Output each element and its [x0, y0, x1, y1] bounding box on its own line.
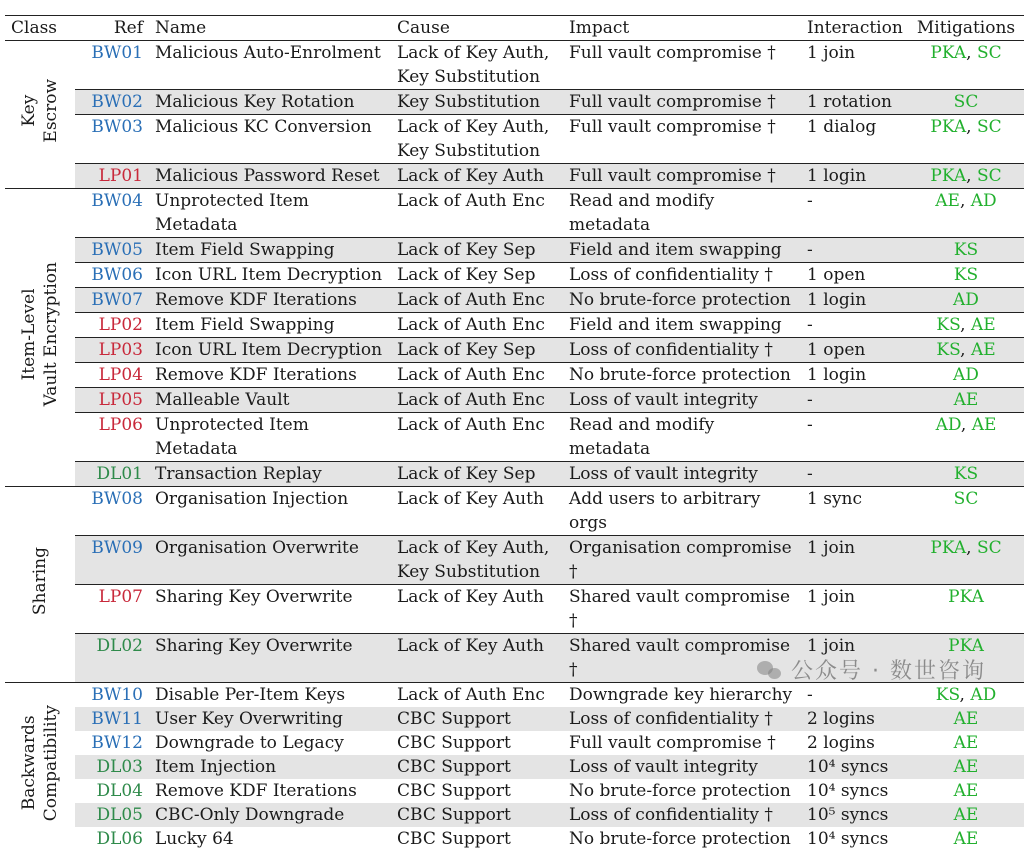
cause-cell: CBC Support	[391, 803, 563, 827]
impact-cell: Shared vault compromise †	[563, 585, 801, 634]
table-group	[5, 41, 1024, 189]
interaction-cell: 10⁴ syncs	[801, 827, 905, 851]
mitigation-tag: PKA	[930, 166, 966, 186]
mitigations-cell	[905, 634, 1024, 683]
cause-cell: CBC Support	[391, 779, 563, 803]
interaction-cell: 1 login	[801, 288, 905, 313]
ref-cell: LP05	[75, 388, 149, 413]
mitigation-tag: AE	[954, 757, 979, 777]
mitigation-tag: AD	[953, 365, 979, 385]
interaction-cell: -	[801, 388, 905, 413]
ref-cell: BW11	[75, 707, 149, 731]
interaction-cell: 2 logins	[801, 707, 905, 731]
ref-cell: BW05	[75, 238, 149, 263]
mitigation-tag: PKA	[930, 117, 966, 137]
name-cell: Transaction Replay	[149, 462, 391, 487]
impact-cell: Organisation compromise †	[563, 536, 801, 585]
interaction-cell: 1 join	[801, 634, 905, 683]
name-cell: Disable Per-Item Keys	[149, 683, 391, 708]
name-cell: Malicious Password Reset	[149, 164, 391, 189]
name-cell: User Key Overwriting	[149, 707, 391, 731]
cause-cell: Lack of Key Sep	[391, 263, 563, 288]
ref-cell: BW04	[75, 189, 149, 238]
mitigation-tag: AD	[936, 415, 961, 435]
mitigation-tag: SC	[977, 43, 1002, 63]
mitigation-tag: AE	[954, 709, 979, 729]
ref-cell: DL05	[75, 803, 149, 827]
class-label: Sharing	[29, 547, 51, 615]
impact-cell: Loss of confidentiality †	[563, 803, 801, 827]
cause-cell: Lack of Key Sep	[391, 338, 563, 363]
interaction-cell: 1 open	[801, 263, 905, 288]
name-cell: Remove KDF Iterations	[149, 288, 391, 313]
mitigations-cell: KS, AE	[905, 338, 1024, 363]
class-cell	[5, 189, 75, 487]
interaction-cell: 1 rotation	[801, 90, 905, 115]
impact-cell: Loss of confidentiality †	[563, 707, 801, 731]
mitigation-tag: KS	[936, 685, 960, 705]
interaction-cell: 10⁴ syncs	[801, 755, 905, 779]
impact-cell: Full vault compromise †	[563, 90, 801, 115]
interaction-cell: -	[801, 413, 905, 462]
interaction-cell: 1 join	[801, 41, 905, 90]
cause-cell: Lack of Auth Enc	[391, 189, 563, 238]
name-cell: Unprotected Item Metadata	[149, 189, 391, 238]
table-row	[5, 779, 1024, 803]
name-cell: Item Field Swapping	[149, 313, 391, 338]
interaction-cell: 1 join	[801, 536, 905, 585]
table-row	[5, 707, 1024, 731]
mitigation-tag: AD	[971, 191, 997, 211]
mitigations-cell	[905, 779, 1024, 803]
mitigations-cell	[905, 288, 1024, 313]
ref-cell: DL01	[75, 462, 149, 487]
ref-cell: BW06	[75, 263, 149, 288]
impact-cell: No brute-force protection	[563, 827, 801, 851]
mitigations-cell: PKA, SC	[905, 536, 1024, 585]
ref-cell: BW07	[75, 288, 149, 313]
interaction-cell: 10⁴ syncs	[801, 779, 905, 803]
watermark-account: 公众号 · 数世咨询	[791, 654, 986, 685]
ref-cell: LP01	[75, 164, 149, 189]
mitigations-cell: PKA, SC	[905, 41, 1024, 90]
table-row	[5, 313, 1024, 338]
mitigation-tag: KS	[954, 464, 978, 484]
interaction-cell: 1 join	[801, 585, 905, 634]
name-cell: Item Field Swapping	[149, 238, 391, 263]
cause-cell: Lack of Key Sep	[391, 462, 563, 487]
mitigations-cell	[905, 263, 1024, 288]
ref-cell: BW12	[75, 731, 149, 755]
class-cell	[5, 487, 75, 683]
table-row	[5, 115, 1024, 164]
mitigation-tag: AE	[954, 781, 979, 801]
table-row	[5, 536, 1024, 585]
class-label: Backwards Compatibility	[18, 705, 62, 821]
cause-cell: Lack of Auth Enc	[391, 388, 563, 413]
mitigation-tag: SC	[954, 92, 979, 112]
ref-cell: LP04	[75, 363, 149, 388]
mitigation-tag: AE	[971, 315, 996, 335]
mitigation-tag: PKA	[930, 538, 966, 558]
name-cell: Malicious Auto-Enrolment	[149, 41, 391, 90]
ref-cell: DL04	[75, 779, 149, 803]
mitigations-cell	[905, 363, 1024, 388]
header-mitigations: Mitigations	[905, 16, 1024, 41]
table-row	[5, 585, 1024, 634]
name-cell: Lucky 64	[149, 827, 391, 851]
mitigation-tag: AE	[954, 390, 979, 410]
interaction-cell: -	[801, 683, 905, 708]
ref-cell: LP02	[75, 313, 149, 338]
table-row	[5, 288, 1024, 313]
interaction-cell: 1 login	[801, 164, 905, 189]
ref-cell: BW10	[75, 683, 149, 708]
mitigation-tag: KS	[936, 315, 960, 335]
impact-cell: Add users to arbitrary orgs	[563, 487, 801, 536]
header-row	[5, 16, 1024, 41]
mitigations-cell	[905, 731, 1024, 755]
ref-cell: BW02	[75, 90, 149, 115]
header-class: Class	[5, 16, 75, 41]
name-cell: CBC-Only Downgrade	[149, 803, 391, 827]
mitigation-tag: PKA	[930, 43, 966, 63]
mitigations-cell	[905, 238, 1024, 263]
mitigation-tag: AE	[972, 415, 997, 435]
ref-cell: BW03	[75, 115, 149, 164]
header-impact: Impact	[563, 16, 801, 41]
table-row	[5, 189, 1024, 238]
mitigations-cell	[905, 585, 1024, 634]
header-name: Name	[149, 16, 391, 41]
interaction-cell: 1 open	[801, 338, 905, 363]
table-row	[5, 90, 1024, 115]
impact-cell: Field and item swapping	[563, 238, 801, 263]
cause-cell: CBC Support	[391, 755, 563, 779]
cause-cell: Lack of Key Auth	[391, 487, 563, 536]
ref-cell: DL02	[75, 634, 149, 683]
table-row	[5, 487, 1024, 536]
cause-cell: Lack of Auth Enc	[391, 683, 563, 708]
table-row	[5, 413, 1024, 462]
name-cell: Icon URL Item Decryption	[149, 338, 391, 363]
cause-cell: Lack of Auth Enc	[391, 288, 563, 313]
table-row	[5, 164, 1024, 189]
table-row	[5, 263, 1024, 288]
mitigation-tag: AE	[954, 805, 979, 825]
name-cell: Unprotected Item Metadata	[149, 413, 391, 462]
header-cause: Cause	[391, 16, 563, 41]
class-label: Item-Level Vault Encryption	[18, 262, 62, 406]
impact-cell: Loss of confidentiality †	[563, 338, 801, 363]
mitigation-tag: PKA	[948, 636, 984, 656]
mitigations-cell	[905, 90, 1024, 115]
cause-cell: Lack of Auth Enc	[391, 363, 563, 388]
name-cell: Malleable Vault	[149, 388, 391, 413]
mitigations-cell: KS, AE	[905, 313, 1024, 338]
mitigations-cell	[905, 827, 1024, 851]
header-interaction: Interaction	[801, 16, 905, 41]
cause-cell: Lack of Key Auth, Key Substitution	[391, 536, 563, 585]
cause-cell: Lack of Auth Enc	[391, 413, 563, 462]
table-row	[5, 827, 1024, 851]
cause-cell: CBC Support	[391, 707, 563, 731]
name-cell: Remove KDF Iterations	[149, 363, 391, 388]
mitigations-cell: PKA, SC	[905, 115, 1024, 164]
name-cell: Sharing Key Overwrite	[149, 585, 391, 634]
impact-cell: Full vault compromise †	[563, 731, 801, 755]
cause-cell: Lack of Auth Enc	[391, 313, 563, 338]
impact-cell: Full vault compromise †	[563, 115, 801, 164]
table-row	[5, 634, 1024, 683]
interaction-cell: 1 login	[801, 363, 905, 388]
table-header	[5, 16, 1024, 41]
cause-cell: CBC Support	[391, 731, 563, 755]
header-ref: Ref	[75, 16, 149, 41]
table-row	[5, 238, 1024, 263]
name-cell: Sharing Key Overwrite	[149, 634, 391, 683]
impact-cell: Downgrade key hierarchy	[563, 683, 801, 708]
ref-cell: BW09	[75, 536, 149, 585]
table-row	[5, 803, 1024, 827]
table-row	[5, 462, 1024, 487]
table-row	[5, 388, 1024, 413]
mitigations-cell: AD, AE	[905, 413, 1024, 462]
interaction-cell: 1 sync	[801, 487, 905, 536]
mitigation-tag: AE	[954, 733, 979, 753]
impact-cell: Shared vault compromise †	[563, 634, 801, 683]
mitigation-tag: SC	[954, 489, 979, 509]
table-group	[5, 189, 1024, 487]
impact-cell: Loss of vault integrity	[563, 388, 801, 413]
name-cell: Malicious Key Rotation	[149, 90, 391, 115]
table-group	[5, 487, 1024, 683]
class-cell	[5, 683, 75, 851]
interaction-cell: -	[801, 238, 905, 263]
cause-cell: Lack of Key Sep	[391, 238, 563, 263]
mitigations-cell: PKA, SC	[905, 164, 1024, 189]
mitigation-tag: AE	[954, 829, 979, 849]
table-row	[5, 731, 1024, 755]
impact-cell: Full vault compromise †	[563, 41, 801, 90]
table-row	[5, 41, 1024, 90]
mitigations-cell	[905, 388, 1024, 413]
mitigations-cell: KS, AD	[905, 683, 1024, 708]
mitigations-cell	[905, 707, 1024, 731]
impact-cell: Read and modify metadata	[563, 189, 801, 238]
cause-cell: Lack of Key Auth	[391, 585, 563, 634]
impact-cell: Loss of confidentiality †	[563, 263, 801, 288]
name-cell: Item Injection	[149, 755, 391, 779]
name-cell: Malicious KC Conversion	[149, 115, 391, 164]
mitigation-tag: KS	[954, 240, 978, 260]
interaction-cell: 10⁵ syncs	[801, 803, 905, 827]
impact-cell: Loss of vault integrity	[563, 755, 801, 779]
class-label: Key Escrow	[18, 79, 62, 143]
cause-cell: Lack of Key Auth, Key Substitution	[391, 41, 563, 90]
impact-cell: No brute-force protection	[563, 779, 801, 803]
name-cell: Icon URL Item Decryption	[149, 263, 391, 288]
table-row	[5, 338, 1024, 363]
impact-cell: No brute-force protection	[563, 363, 801, 388]
ref-cell: LP03	[75, 338, 149, 363]
ref-cell: BW08	[75, 487, 149, 536]
mitigation-tag: AE	[971, 340, 996, 360]
mitigation-tag: SC	[977, 117, 1002, 137]
cause-cell: Lack of Key Auth	[391, 634, 563, 683]
name-cell: Organisation Overwrite	[149, 536, 391, 585]
impact-cell: No brute-force protection	[563, 288, 801, 313]
cause-cell: Lack of Key Auth, Key Substitution	[391, 115, 563, 164]
mitigation-tag: KS	[936, 340, 960, 360]
impact-cell: Loss of vault integrity	[563, 462, 801, 487]
mitigations-cell	[905, 755, 1024, 779]
mitigations-cell	[905, 487, 1024, 536]
mitigations-cell: AE, AD	[905, 189, 1024, 238]
mitigations-cell	[905, 803, 1024, 827]
interaction-cell: -	[801, 462, 905, 487]
impact-cell: Full vault compromise †	[563, 164, 801, 189]
class-cell	[5, 41, 75, 189]
mitigation-tag: AD	[953, 290, 979, 310]
mitigation-tag: AE	[935, 191, 960, 211]
ref-cell: BW01	[75, 41, 149, 90]
interaction-cell: 2 logins	[801, 731, 905, 755]
table-row	[5, 755, 1024, 779]
ref-cell: LP06	[75, 413, 149, 462]
attack-table	[5, 15, 1024, 851]
name-cell: Downgrade to Legacy	[149, 731, 391, 755]
interaction-cell: 1 dialog	[801, 115, 905, 164]
mitigation-tag: AD	[970, 685, 996, 705]
impact-cell: Read and modify metadata	[563, 413, 801, 462]
name-cell: Organisation Injection	[149, 487, 391, 536]
mitigations-cell	[905, 462, 1024, 487]
ref-cell: DL03	[75, 755, 149, 779]
mitigation-tag: SC	[977, 166, 1002, 186]
mitigation-tag: SC	[977, 538, 1002, 558]
interaction-cell: -	[801, 313, 905, 338]
name-cell: Remove KDF Iterations	[149, 779, 391, 803]
cause-cell: CBC Support	[391, 827, 563, 851]
interaction-cell: -	[801, 189, 905, 238]
impact-cell: Field and item swapping	[563, 313, 801, 338]
table-row	[5, 683, 1024, 708]
ref-cell: LP07	[75, 585, 149, 634]
cause-cell: Lack of Key Auth	[391, 164, 563, 189]
mitigation-tag: PKA	[948, 587, 984, 607]
table-row	[5, 363, 1024, 388]
table-group	[5, 683, 1024, 851]
mitigation-tag: KS	[954, 265, 978, 285]
ref-cell: DL06	[75, 827, 149, 851]
cause-cell: Key Substitution	[391, 90, 563, 115]
